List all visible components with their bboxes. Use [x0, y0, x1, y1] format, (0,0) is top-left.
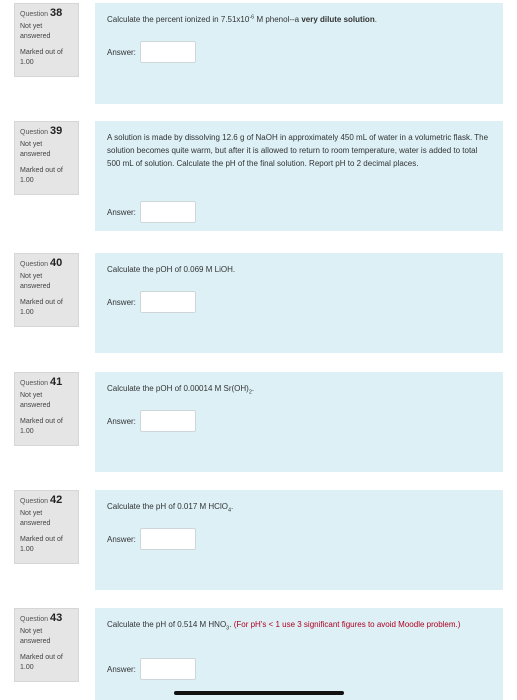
- question-points: 1.00: [20, 309, 34, 316]
- question-status: Not yet answered: [20, 510, 51, 527]
- question-marks-label: Marked out of: [20, 49, 63, 56]
- answer-label: Answer:: [107, 664, 136, 674]
- question-info: [14, 253, 79, 327]
- question-content: [95, 490, 503, 590]
- answer-label: Answer:: [107, 47, 136, 57]
- answer-row: [107, 658, 196, 680]
- question-points: 1.00: [20, 177, 34, 184]
- answer-label: Answer:: [107, 297, 136, 307]
- question-number: Question 42: [20, 494, 63, 506]
- answer-row: [107, 410, 196, 432]
- question-points: 1.00: [20, 59, 34, 66]
- question-38: [0, 0, 517, 108]
- question-info: [14, 3, 79, 77]
- question-text: Calculate the pOH of 0.069 M LiOH.: [107, 265, 236, 274]
- question-41: [0, 369, 517, 471]
- question-content: [95, 121, 503, 231]
- question-status: Not yet answered: [20, 141, 51, 158]
- answer-input-41[interactable]: [140, 410, 196, 432]
- question-content: [95, 3, 503, 104]
- question-marks-label: Marked out of: [20, 654, 63, 661]
- question-marks-label: Marked out of: [20, 418, 63, 425]
- answer-label: Answer:: [107, 534, 136, 544]
- question-content: [95, 372, 503, 472]
- question-info: [14, 490, 79, 564]
- question-43: [0, 605, 517, 700]
- question-text: Calculate the pOH of 0.00014 M $Sr(OH)_2$.: [107, 384, 255, 396]
- question-marks-label: Marked out of: [20, 536, 63, 543]
- question-39: [0, 118, 517, 230]
- question-info: [14, 372, 79, 446]
- question-status: Not yet answered: [20, 273, 51, 290]
- question-text: Calculate the pH of 0.514 M $HNO_3$. (For pH's < 1 use 3 significant figures to avoid Moodle problem.): [107, 620, 461, 632]
- question-text: A solution is made by dissolving 12.6 g of NaOH in approximately 450 mL of water in a volumetric flask. The solution becomes quite warm, but after it is allowed to return to room temperature, water is added to total 500 mL of solution. Calculate the pH of the final solution. Report pH to 2 decimal places.: [107, 133, 489, 168]
- question-points: 1.00: [20, 664, 34, 671]
- question-content: [95, 608, 503, 700]
- answer-input-43[interactable]: [140, 658, 196, 680]
- answer-label: Answer:: [107, 207, 136, 217]
- question-42: [0, 487, 517, 589]
- answer-row: [107, 41, 196, 63]
- question-text: Calculate the pH of 0.017 M HClO$_4$.: [107, 502, 234, 514]
- question-number: Question 43: [20, 612, 63, 624]
- question-info: [14, 608, 79, 682]
- question-info: [14, 121, 79, 195]
- question-note: (For pH's < 1 use 3 significant figures to avoid Moodle problem.): [233, 620, 461, 629]
- question-40: [0, 250, 517, 352]
- question-number: Question 41: [20, 376, 63, 388]
- answer-input-38[interactable]: [140, 41, 196, 63]
- question-number: Question 38: [20, 7, 63, 19]
- question-marks-label: Marked out of: [20, 167, 63, 174]
- answer-row: [107, 528, 196, 550]
- answer-input-42[interactable]: [140, 528, 196, 550]
- question-marks-label: Marked out of: [20, 299, 63, 306]
- answer-input-40[interactable]: [140, 291, 196, 313]
- question-number: Question 39: [20, 125, 63, 137]
- question-content: [95, 253, 503, 353]
- question-status: Not yet answered: [20, 392, 51, 409]
- question-text: Calculate the percent ionized in $7.51x10^{-6}$ M phenol--a very dilute solution.: [107, 14, 377, 24]
- answer-row: [107, 291, 196, 313]
- answer-row: [107, 201, 196, 223]
- home-indicator[interactable]: [174, 691, 344, 695]
- question-points: 1.00: [20, 546, 34, 553]
- answer-label: Answer:: [107, 416, 136, 426]
- answer-input-39[interactable]: [140, 201, 196, 223]
- question-points: 1.00: [20, 428, 34, 435]
- question-number: Question 40: [20, 257, 63, 269]
- question-status: Not yet answered: [20, 628, 51, 645]
- question-status: Not yet answered: [20, 23, 51, 40]
